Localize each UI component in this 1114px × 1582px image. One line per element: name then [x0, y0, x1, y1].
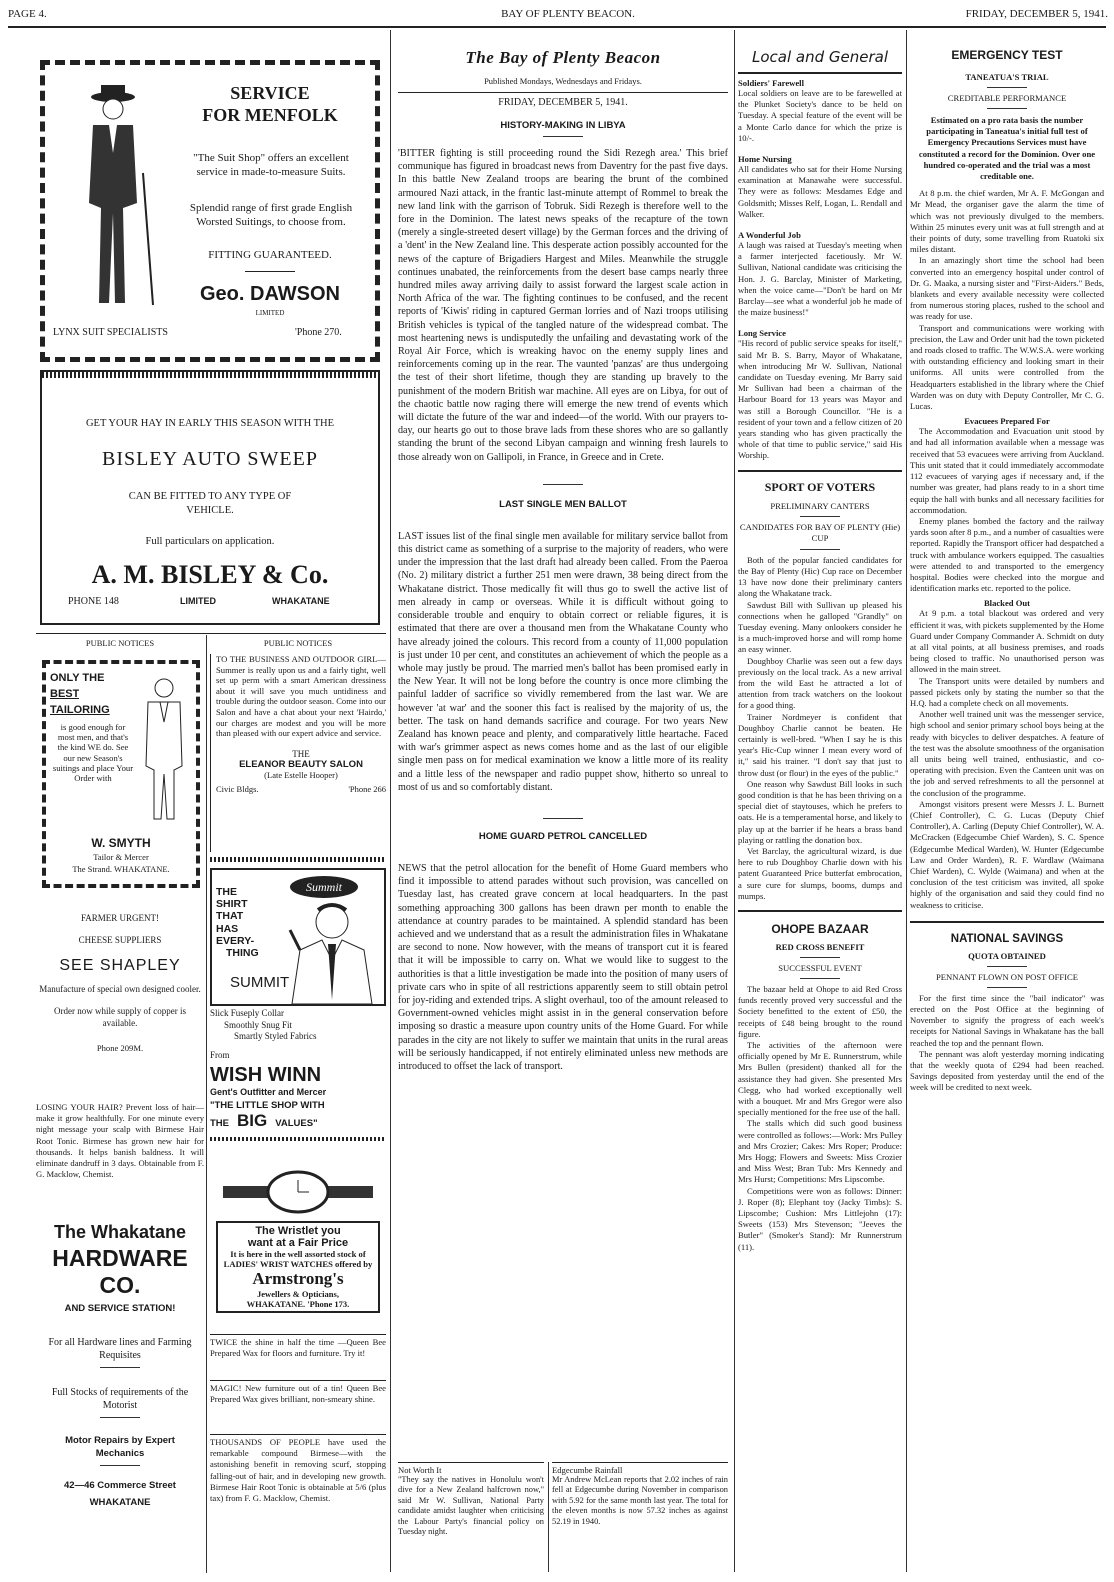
phone: Phone 209M. [96, 1043, 144, 1053]
salon-name: ELEANOR BEAUTY SALON [239, 758, 363, 770]
ad-wishwinn [210, 1050, 386, 1164]
article-deck: CREDITABLE PERFORMANCE [947, 93, 1067, 103]
ad-headline: ONLY THE [50, 672, 105, 684]
headline-line: THE [216, 886, 237, 898]
brand-limited: LIMITED [255, 309, 285, 317]
page-number: PAGE 4. [8, 8, 47, 20]
subheading: Soldiers' Farewell [738, 78, 804, 88]
paragraph [738, 555, 902, 902]
masthead [8, 6, 1108, 24]
salon-the: THE [292, 748, 310, 759]
brief-not-worth-it [398, 1462, 544, 1572]
paragraph-text: Trainer Nordmeyer is confident that Doughboy Charlie cannot be beaten. He certainly is well-bred. "When I say he is this year's Hic-Cup winner I mean every word of it," said his trainer. "I don't say that just to throw dust (or flour) in the eyes of the public." [738, 711, 902, 778]
paragraph-text: At 9 p.m. a total blackout was ordered and very efficient it was, with pickets supplemented by the Home Guard under Company Commander A. Schmidt on duty at all vital points, at all business premises, and roads being closed to traffic. No unauthorised person was allowed in the main street. [910, 608, 1104, 675]
paragraph-text: Transport and communications were working with precision, the Law and Order unit had the town picketed and roads closed to traffic. The W.W.S.A. were working with outstanding efficiency and looking smart in their uniforms. All units were controlled from the Headquarters established in the library where the Chief Warden was on duty with Deputy Controller, Mr C. G. Lucas. [910, 322, 1104, 412]
ad-paragraph: "The Suit Shop" offers an excellent service in made-to-measure Suits. [193, 152, 349, 178]
article-headline: LAST SINGLE MEN BALLOT [499, 498, 627, 510]
article-body: NEWS that the petrol allocation for the benefit of Home Guard members who find it impossible to attend parades without such provision, was cancelled on Tuesday last, has created grave concern at local headquarters. In the past something approaching 300 gallons has been drawn per month to enable the attendance at country parades to be maintained. A splendid standard has been achieved and we understand that as a result the administration files in Whakatane are second to none. Now however, with the means of transport cut it is feared that it will be impossible to carry on. What we would like to suggest to the authorities is that a little investigation be made into the position of many users of private cars who in spite of all restrictions apparently seem to still obtain petrol for joy-riding and extended trips. A slight overhaul, too of the amount released to Government-owned vehicles might assist in in the general conservation before imposing so drastic a measure upon country units of the Home Guard. For while parades in the city are not likely to suffer we maintain that units in the rural areas will be seriously handicapped, if not entirely eliminated unless new methods are introduced to offset the lack of transport. [398, 862, 728, 1072]
divider [100, 1465, 140, 1466]
section-title: Local and General [751, 48, 888, 66]
divider-stripe [210, 857, 386, 862]
salon-address: Civic Bldgs. [216, 783, 259, 794]
article-body: LAST issues list of the final single men available for military service ballot from this district came as something of a surprise to the majority of readers, who were under the impression that the last draft had already been called. From the Paeroa (No. 2) military district a further 251 men were drawn, 38 being direct from the Whakatane district. Those medically fit will thus go to swell the active list of men already in camp or overseas. While it is difficult without going to considerable trouble and enquiry to obtain correct or reliable figures, it is estimated that there are over a thousand men from the Whakatane County who have already joined the colours. This record from a county of 11,000 population is just under 10 per cent, and constitutes an achievement of which the people as a whole may justly be proud. The married men's ballot has been promised early in the New Year. It will not be long before the country is once more climbing the painful ladder of sacrifice so vividly remembered from the last war. We are however 'at war' and the sooner this fact is realised by the majority of us, the better. The task on hand demands sacrifice and courage. For two years New Zealand has known peace and plenty, and comparatively little heartache. Faced with war's grimmer aspect as news comes home and as the last of our eligible single men pass on for medical examination we know a little more of its reality and a little less of the newspaper and radio puppet show, hitherto so unreal to most of us and so comfortably distant. [398, 530, 728, 793]
article-body: 'BITTER fighting is still proceeding round the Sidi Rezegh area.' This brief communique has figured in broadcast news from Daventry for the past five days. In this battle New Zealand troops are bearing the brunt of the combined armoured Nazi attack, in the frantic last-minute attempt of Rommel to break the new land link with the garrison of Tobruk. Sidi Rezegh is therefore well to the fore in the Dominion. The latest news speaks of the recapture of the town (merely a single-streeted desert village) by the German forces and the driving of a 'dent' in the New Zealand line. This desperate action possibly accounted for the news of the capture of Brigadiers Hargest and Miles. Meanwhile the struggle continues unabated, the reinforcements from the desert base camps nearly three hundred miles away arriving daily to assist forward the largest scale action in North Africa of the war. The fighting continues to be confused, and the recent reports of 'Kiwis' riding in captured German lorries and of Nazi troops utilising British vehicles is typical of the tangled nature of the widespread combat. The most heartening news is undisputedly the unfailing and devastating work of the Royal Air Force, which is wreaking havoc on the enemy supply lines and reinforcements coming up in the rear. The vaunted 'panzas' are thus undergoing the test of their short lifetime, though they are standing up bravely to the punishment of the modern British war machine. All eyes are on Libya, for out of the chaotic battle now raging there will emerge the new trend of events which will dictate the future of the war and indeed—of the world. With our prayers to-day, our hearts go out to those brave lads from these shores who are so gallantly standing the brunt of the second Libyan campaign and winning fresh laurels to those already won on Gallipoli, in France, in Greece and in Crete. [398, 148, 728, 463]
paragraph-text: The pennant was aloft yesterday morning indicating that the weekly quota of £294 had been reached. Savings deposited from yesterday until the end of the week will be credited to next week. [910, 1048, 1104, 1093]
issue-date: FRIDAY, DECEMBER 5, 1941. [965, 8, 1108, 20]
notice-birmese: LOSING YOUR HAIR? Prevent loss of hair—make it grow healthfully. For one minute every night message your scalp with Birmese Hair Root Tonic. Birmese has grown new hair for thousands. It helps banish baldness. It will eliminate dandruff in 3 days. Obtainable from F. G. Macklow, Chemist. [36, 1102, 204, 1180]
paragraph-text: The stalls which did such good business were controlled as follows:—Work: Mrs Pulley and Mrs Crozier; Cakes: Mrs Roper; Produce: Mrs Hogg; Flowers and Sweets: Miss Crozier and Miss West; Bran Tub: Mrs Kennedy and Mrs Hurst; Competitions: Mrs Lipscombe. [738, 1118, 902, 1185]
ad-headline: The Wristlet you [255, 1225, 341, 1237]
divider [100, 1367, 140, 1368]
divider [800, 957, 840, 958]
quote-word: VALUES" [275, 1118, 318, 1129]
hardware-address: 42—46 Commerce Street [64, 1480, 176, 1491]
article-lead: Estimated on a pro rata basis the number participating in Taneatua's initial full test of Emergency Precautions Services must have constituted a record for the Dominion. Over one hundred co-operated and the trial was a most creditable one. [918, 115, 1096, 182]
emergency-column [910, 48, 1104, 1578]
headline-line: HAS [216, 922, 239, 935]
paragraph: Local soldiers on leave are to be farewelled at the Plunket Society's dance to be held on Tuesday. A special feature of the event will be a Monte Carlo dance for which the prize is 10/-. [738, 88, 902, 143]
ad-headline: SEE SHAPLEY [59, 957, 181, 974]
ad-smyth [42, 660, 200, 888]
summit-logo [290, 876, 358, 898]
notice-twice: TWICE the shine in half the time —Queen Bee Prepared Wax for floors and furniture. Try it! [210, 1334, 386, 1359]
ad-paragraph: FITTING GUARANTEED. [208, 249, 332, 261]
divider [987, 966, 1027, 967]
article-headline: OHOPE BAZAAR [771, 921, 869, 936]
divider [800, 516, 840, 517]
ad-line: Motor Repairs by Expert Mechanics [65, 1435, 175, 1459]
town: WHAKATANE [272, 596, 330, 606]
ad-line: For all Hardware lines and Farming Requisites [48, 1337, 192, 1361]
paragraph [910, 608, 1104, 910]
article-headline: SPORT OF VOTERS [764, 479, 876, 494]
ad-headline: BEST [50, 688, 80, 700]
masthead-rule [8, 26, 1106, 28]
ad-from: From [210, 1050, 230, 1060]
editorial-column [398, 48, 728, 1458]
subheading: A Wonderful Job [738, 230, 801, 241]
paragraph-text: Amongst visitors present were Messrs J. L. Burnett (Chief Controller), C. G. Lucas (Deputy Chief Controller), A. Carling (Deputy Chief Controller), W. A. McCracken (Edgecumbe Chief Warden), S. C. Spence (Edgecumbe Medical Warden), W. Hunter (Edgecumbe Law and Order Warden), R. F. Wardlaw (Waimana Chief Warden), C. Wylde (Waimana) and when at the conclusion of the test criticism was invited, all spoke highly of the organisation and said they could find no weakness to criticise. [910, 798, 1104, 910]
article-deck: QUOTA OBTAINED [968, 950, 1046, 961]
editorial-paper-name: The Bay of Plenty Beacon [465, 48, 661, 67]
brief-rainfall [552, 1462, 728, 1572]
paragraph-text: Vet Barclay, the agricultural wizard, is due here to rub Doughboy Charlie down with his patent Guaranteed Price butterfat embrocation, a sure cure for slumps, booms, dumps and mumps. [738, 845, 902, 901]
brief-title: Edgecumbe Rainfall [552, 1465, 623, 1475]
section-rule [36, 633, 386, 634]
col-rule [906, 30, 907, 1572]
paragraph [910, 188, 1104, 412]
ad-paragraph: Splendid range of first grade English Worsted Suitings, to choose from. [189, 202, 353, 228]
headline-line: THAT [216, 910, 244, 923]
section-label: PUBLIC NOTICES [263, 638, 333, 648]
paragraph [910, 993, 1104, 1094]
paragraph-text: For the first time since the "bail indicator" was erected on the Post Office at the beginning of November to signify the progress of each week's receipts for National Savings in Whakatane has the ball reached the top and the pennant flown. [910, 992, 1104, 1048]
paragraph: All candidates who sat for their Home Nursing examination at Manawahe were successful. They were as follows: Mesdames Edge and Goldsmith; Misses Relf, Logan, L. Rendall and Walker. [738, 164, 902, 219]
headline-line: THING [226, 947, 259, 960]
article-deck: CANDIDATES FOR BAY OF PLENTY (Hie) CUP [739, 521, 901, 543]
brand-name: SUMMIT [230, 974, 290, 991]
ad-headline: TAILORING [50, 704, 110, 716]
ad-title: SERVICE [230, 83, 310, 103]
divider [543, 818, 583, 819]
divider [987, 987, 1027, 988]
tailor-address: The Strand. WHAKATANE. [72, 864, 170, 874]
logo-text: Summit [306, 880, 342, 894]
ad-sub: Gent's Outfitter and Mercer [210, 1087, 327, 1097]
headline-line: EVERY- [216, 934, 255, 947]
col-rule [206, 635, 207, 1573]
paragraph-text: The activities of the afternoon were officially opened by Mr E. Runnerstrum, while Mrs Bullen (president) thanked all for the assistance they had given. She presented Mrs Clegg, who had worked exceptionally well with a bouquet. Mr and Mrs Gregor were also specially mentioned for the free use of the hall. [738, 1040, 902, 1118]
article-deck: SUCCESSFUL EVENT [778, 962, 862, 973]
hardware-town: WHAKATANE [89, 1497, 151, 1508]
brand-name: A. M. BISLEY & Co. [91, 560, 329, 589]
quote-big: BIG [237, 1111, 268, 1130]
editorial-date: FRIDAY, DECEMBER 5, 1941. [398, 92, 728, 108]
divider [245, 271, 295, 272]
article-deck: PENNANT FLOWN ON POST OFFICE [936, 971, 1078, 982]
phone: PHONE 148 [68, 596, 119, 607]
ad-body: is good enough for most men, and that's the kind WE do. See our new Season's suitings and place Your Order with [52, 722, 134, 784]
article-deck: RED CROSS BENEFIT [775, 941, 865, 952]
paragraph-text: Doughboy Charlie was seen out a few days previously on the local track. As a new arrival from the wild East he attracted a lot of attention from track watchers on the lookout for a good thing. [738, 655, 902, 711]
paragraph: "His record of public service speaks for itself," said Mr B. S. Barry, Mayor of Whakatane, when introducing Mr W. Sullivan, National candidate on Tuesday evening. Mr Barry said Mr Sullivan had been a chairman of the Harbour Board for 13 years was Mayor and was still a Borough Councillor. "He is a resident of your town and a fellow citizen of 20 years standing who has given practically the whole of that time to public service," said His Worship. [738, 338, 902, 461]
ad-menfolk [40, 60, 380, 362]
border-stripe [42, 372, 378, 378]
divider [543, 136, 583, 137]
ad-shapley [36, 905, 204, 1055]
subheading: Evacuees Prepared For [964, 416, 1050, 427]
ad-armstrong [210, 1170, 386, 1330]
ad-footer: LYNX SUIT SPECIALISTS [53, 327, 168, 338]
paragraph-text: The Transport units were detailed by numbers and passed pickets only by stating the number so that the H.Q. had a complete check on all movements. [910, 675, 1104, 708]
paragraph-text: Both of the popular fancied candidates for the Bay of Plenty (Hic) Cup race on December 13 have now done their preliminary canters along the Whakatane track. [738, 554, 902, 599]
headline-line: SHIRT [216, 898, 248, 911]
col-rule [548, 1462, 549, 1572]
ad-body: Order now while supply of copper is available. [54, 1006, 186, 1028]
hardware-name: HARDWARE CO. [52, 1245, 188, 1298]
paragraph-text: Another well trained unit was the messenger service, high school and senior primary school boys being at the ready with bicycles to deliver despatches. A feature of the test was the absolute smoothness of the organisation all units being well trained, enthusiastic, and co-operating with precision. Even the Canteen unit was on the job and served refreshments to all the personnel at the conclusion of the programme. [910, 709, 1104, 798]
brand-limited: LIMITED [180, 596, 216, 606]
ad-line: GET YOUR HAY IN EARLY THIS SEASON WITH THE [85, 418, 335, 429]
article-deck: PRELIMINARY CANTERS [770, 500, 870, 511]
article-headline: EMERGENCY TEST [951, 48, 1063, 62]
man-shirt-illustration [282, 900, 382, 1004]
article-headline: HOME GUARD PETROL CANCELLED [478, 830, 648, 842]
subheading: Long Service [738, 328, 786, 339]
brief-body: Mr Andrew McLean reports that 2.02 inches of rain fell at Edgecumbe during November in comparison with 5.92 for the same month last year. The total for the eleven months is now 57.32 inches as against 52.19 in 1940. [552, 1475, 728, 1526]
ad-town: WHAKATANE. 'Phone 173. [246, 1299, 350, 1310]
paragraph-text: Enemy planes bombed the factory and the railway yards soon after 8 p.m., and a number of casualties were reported. Rapidly the Transport officer had despatched a truck with ambulance workers equipped. The casualties were attended to and transported to the emergency hospital. Bodies were checked into the morgue and identification marks etc. reported to the police. [910, 515, 1104, 594]
summit-taglines [210, 1008, 386, 1043]
gentleman-illustration [63, 83, 163, 313]
ad-body: Manufacture of special own designed cooler. [39, 984, 201, 994]
divider [987, 87, 1027, 88]
notice-thousands: THOUSANDS OF PEOPLE have used the remarkable compound Birmese—with the astonishing benefit in removing scurf, stopping falling-out of hair, and in developing new growth. Birmese Hair Root Tonic is obtainable at 5/6 (plus tax) from F. G. Macklow, Chemist. [210, 1434, 386, 1504]
ad-footer: 'Phone 270. [295, 327, 342, 338]
tagline: Slick Fuseply Collar [210, 1008, 284, 1018]
paragraph [910, 426, 1104, 594]
article-deck: TANEATUA'S TRIAL [965, 72, 1049, 82]
ad-headline: want at a Fair Price [247, 1237, 349, 1249]
paper-name: BAY OF PLENTY BEACON. [501, 8, 635, 20]
paragraph-text: In an amazingly short time the school had been converted into an emergency hospital under control of Dr. G. Maaka, a nursing sister and "First-Aiders." Beds, blankets and every available necessity were collected from numerous storing places, rushed to the school and was ready for use. [910, 255, 1104, 322]
paragraph-text: Competitions were won as follows: Dinner: J. Roper (8); Elephant toy (Jacky Timbs): S. Lipscombe; Cushion: Mrs Littlejohn (17): Sweets (153) Mrs Stevenson; "Jeeves the Butler" (Smoker's Stand): Mr Runnerstrum (11). [738, 1185, 902, 1252]
paragraph-text: The bazaar held at Ohope to aid Red Cross funds recently proved very successful and the Society benefitted to the extent of £50, the receipts of £48 being brought to the round figure. [738, 983, 902, 1039]
paragraph-text: One reason why Sawdust Bill looks in such good condition is that he has been thriving on a special diet of staytouses, which he prefers to oats. He is a temperamental horse, and likely to play up at the barrier if he hears a brass band playing or rattling the donation box. [738, 778, 902, 845]
divider [987, 108, 1027, 109]
ad-headline [216, 886, 259, 959]
salon-late: (Late Estelle Hooper) [264, 769, 338, 780]
local-column [738, 48, 902, 1578]
paragraph-text: The Accommodation and Evacuation unit stood by and had all information available when a message was received that 53 evacuees were arriving from Auckland. This unit stated that it could immediately accommodate 112 evacuees of varying ages if necessary and, if the number was greater, had plans ready to in a short time equip the hall with bunks and all necessary facilities for accommodation. [910, 426, 1104, 515]
hardware-name: The Whakatane [53, 1222, 187, 1242]
ad-body: It is here in the well assorted stock of LADIES' WRIST WATCHES offered by [223, 1249, 373, 1270]
paragraph [738, 984, 902, 1253]
ad-line: CHEESE SUPPLIERS [78, 935, 162, 945]
ad-summit [210, 868, 386, 1006]
notice-salon [210, 654, 386, 852]
brief-title: Not Worth It [398, 1465, 442, 1475]
article-headline: HISTORY-MAKING IN LIBYA [500, 120, 626, 131]
tailor-illustration [134, 674, 194, 824]
ad-title: FOR MENFOLK [202, 105, 338, 125]
brand-name: Armstrong's [252, 1269, 344, 1289]
ad-line: FARMER URGENT! [80, 913, 160, 923]
ad-quote-line [210, 1111, 386, 1131]
col-rule [734, 30, 735, 1572]
salon-phone: 'Phone 266 [348, 783, 386, 794]
product-name: BISLEY AUTO SWEEP [102, 448, 318, 470]
paragraph-text: Sawdust Bill with Sullivan up pleased his connections when he galloped "Grandly" on Tuesday evening. Many onlookers consider he is a much-improved horse and will romp home an easy winner. [738, 599, 902, 655]
col-rule [390, 30, 391, 1572]
article-headline: NATIONAL SAVINGS [950, 932, 1064, 945]
tagline: Smartly Styled Fabrics [234, 1031, 317, 1041]
ad-line: Full Stocks of requirements of the Motorist [51, 1387, 189, 1411]
tailor-name: W. SMYTH [91, 836, 151, 850]
paragraph: A laugh was raised at Tuesday's meeting when a farmer interjected facetiously. Mr W. Sullivan, National candidate was criticising the Hon. J. G. Barclay, Minister of Marketing, when the voice came—"Don't be hard on Mr Barclay—see what a wonderful job he made of the maize business!" [738, 240, 902, 318]
ad-sub: Jewellers & Opticians, [257, 1289, 339, 1300]
subheading: Blacked Out [983, 598, 1031, 609]
editorial-publication: Published Mondays, Wednesdays and Fridays. [484, 76, 642, 86]
tagline: Smoothly Snug Fit [224, 1019, 293, 1030]
ad-bisley [40, 370, 380, 625]
brand-name: WISH WINN [210, 1064, 322, 1086]
tailor-role: Tailor & Mercer [93, 852, 149, 862]
notice-magic: MAGIC! New furniture out of a tin! Queen Bee Prepared Wax gives brilliant, non-smeary shine. [210, 1380, 386, 1405]
paragraph-text: At 8 p.m. the chief warden, Mr A. F. McGongan and Mr Mead, the organiser gave the alarm the time of which was not previously divulged to the members. Within 25 minutes every unit was at full strength and at their points of duty, some travelling from Ruatoki six miles distant. [910, 188, 1104, 255]
divider [543, 484, 583, 485]
section-label: PUBLIC NOTICES [85, 638, 155, 648]
subheading: Home Nursing [738, 154, 792, 165]
ad-line: CAN BE FITTED TO ANY TYPE OF VEHICLE. [128, 491, 292, 516]
divider-stripe [210, 1137, 386, 1141]
wristwatch-illustration [223, 1170, 373, 1214]
quote-word: THE [210, 1118, 229, 1129]
ad-hardware [36, 1222, 204, 1576]
hardware-sub: AND SERVICE STATION! [64, 1303, 176, 1314]
ad-quote: "THE LITTLE SHOP WITH [210, 1100, 325, 1111]
brief-body: "They say the natives in Honolulu won't dive for a New Zealand halfcrown now," said Mr W. Sullivan, National Party candidate amidst laughter when criticising the Labour Party's financial policy on Tuesday night. [398, 1475, 544, 1537]
notice-text: TO THE BUSINESS AND OUTDOOR GIRL—Summer is really upon us and a fairly tight, well set up perm with a smart American dressiness about it will save you much untidiness and trouble during the outdoor season. Come into our Salon and have a chat about your next 'Hairdo,' our charges are modest and you will be more than pleased with our expert advice and service. [216, 654, 386, 739]
divider [100, 1417, 140, 1418]
divider [800, 549, 840, 550]
divider [800, 978, 840, 979]
ad-line: Full particulars on application. [145, 536, 275, 547]
brand-name: Geo. DAWSON [199, 283, 340, 305]
